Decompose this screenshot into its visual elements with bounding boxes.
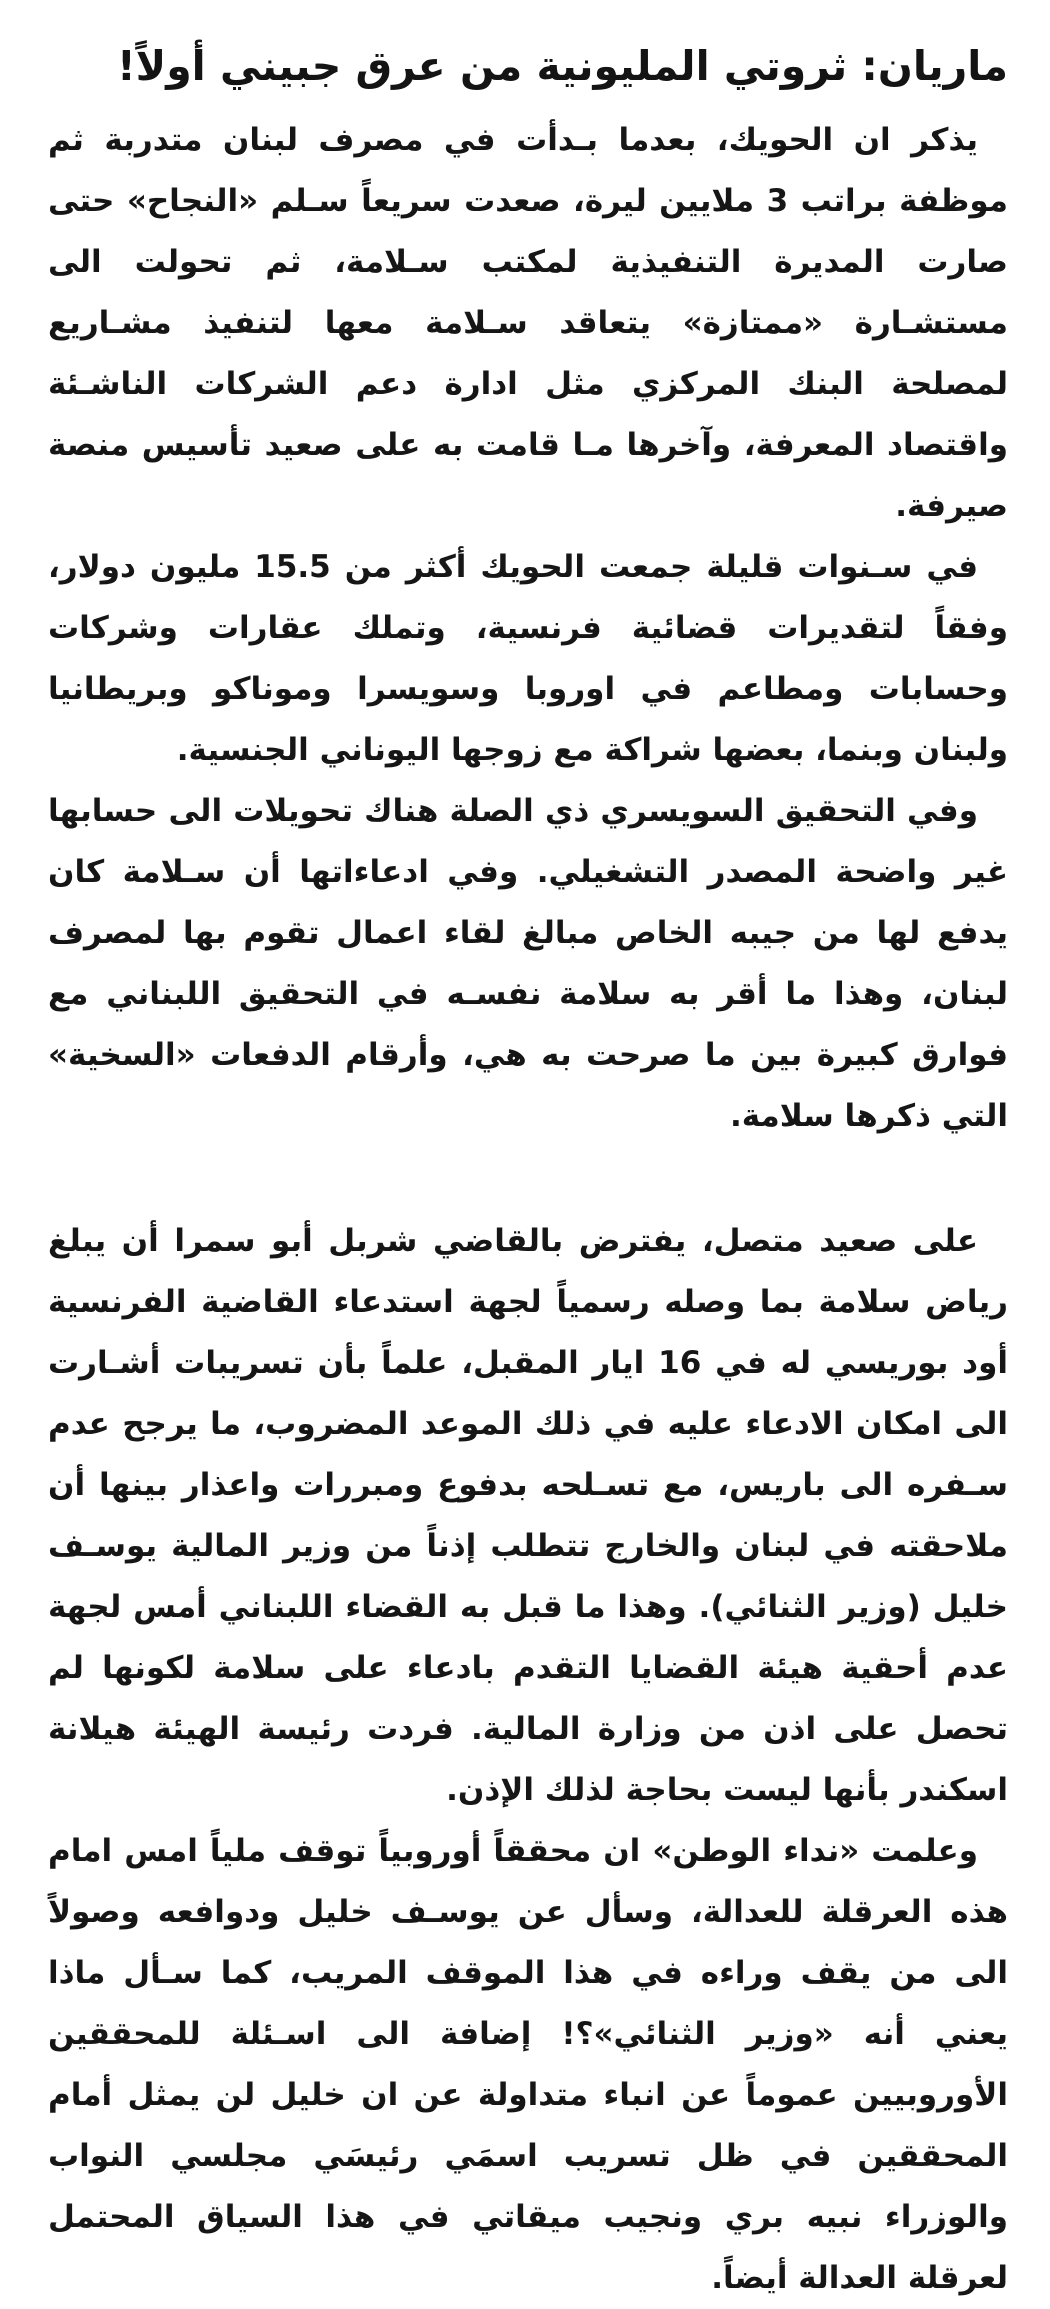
article-paragraph-1: يذكر ان الحويك، بعدما بـدأت في مصرف لبنان متدربة ثم موظفة براتب 3 ملايين ليرة، صعدت سريعاً سـلم «النجاح» حتى صارت المديرة التنفيذية لمكتب سـلامة، ثم تحولت الى مستشـارة «ممتازة» يتعاقد سـلامة معها لتنفيذ مشـاريع لمصلحة البنك المركزي مثل ادارة دعم الشركات الناشـئة واقتصاد المعرفة، وآخرها مـا قامت به على صعيد تأسيس منصة صيرفة. [48,122,1009,524]
article-paragraph-2: في سـنوات قليلة جمعت الحويك أكثر من 15.5 مليون دولار، وفقاً لتقديرات قضائية فرنسية، وتملك عقارات وشركات وحسابات ومطاعم في اوروبا وسويسرا وموناكو وبريطانيا ولبنان وبنما، بعضها شراكة مع زوجها اليوناني الجنسية. [48,549,1008,768]
news-article [48,36,1008,2309]
article-paragraph-4: على صعيد متصل، يفترض بالقاضي شربل أبو سمرا أن يبلغ رياض سلامة بما وصله رسمياً لجهة استدعاء القاضية الفرنسية أود بوريسي له في 16 ايار المقبل، علماً بأن تسريبات أشـارت الى امكان الادعاء عليه في ذلك الموعد المضروب، ما يرجح عدم سـفره الى باريس، مع تسـلحه بدفوع ومبررات واعذار بينها أن ملاحقته في لبنان والخارج تتطلب إذناً من وزير المالية يوسـف خليل (وزير الثنائي). وهذا ما قبل به القضاء اللبناني أمس لجهة عدم أحقية هيئة القضايا التقدم بادعاء على سلامة لكونها لم تحصل على اذن من وزارة المالية. فردت رئيسة الهيئة هيلانة اسكندر بأنها ليست بحاجة لذلك الإذن. [48,1223,1008,1808]
article-headline: ماريان: ثروتي المليونية من عرق جبيني أولاً! [116,42,1008,90]
article-paragraph-3: وفي التحقيق السويسري ذي الصلة هناك تحويلات الى حسابها غير واضحة المصدر التشغيلي. وفي ادعاءاتها أن سـلامة كان يدفع لها من جيبه الخاص مبالغ لقاء اعمال تقوم بها لمصرف لبنان، وهذا ما أقر به سلامة نفسـه في التحقيق اللبناني مع فوارق كبيرة بين ما صرحت به هي، وأرقام الدفعات «السخية» التي ذكرها سلامة. [48,793,1008,1134]
article-paragraph-5: وعلمت «نداء الوطن» ان محققاً أوروبياً توقف ملياً امس امام هذه العرقلة للعدالة، وسأل عن يوسـف خليل ودوافعه وصولاً الى من يقف وراءه في هذا الموقف المريب، كما سـأل ماذا يعني أنه «وزير الثنائي»؟! إضافة الى اسـئلة للمحققين الأوروبيين عموماً عن انباء متداولة عن ان خليل لن يمثل أمام المحققين في ظل تسريب اسمَي رئيسَي مجلسي النواب والوزراء نبيه بري ونجيب ميقاتي في هذا السياق المحتمل لعرقلة العدالة أيضاً. [48,1833,1008,2296]
